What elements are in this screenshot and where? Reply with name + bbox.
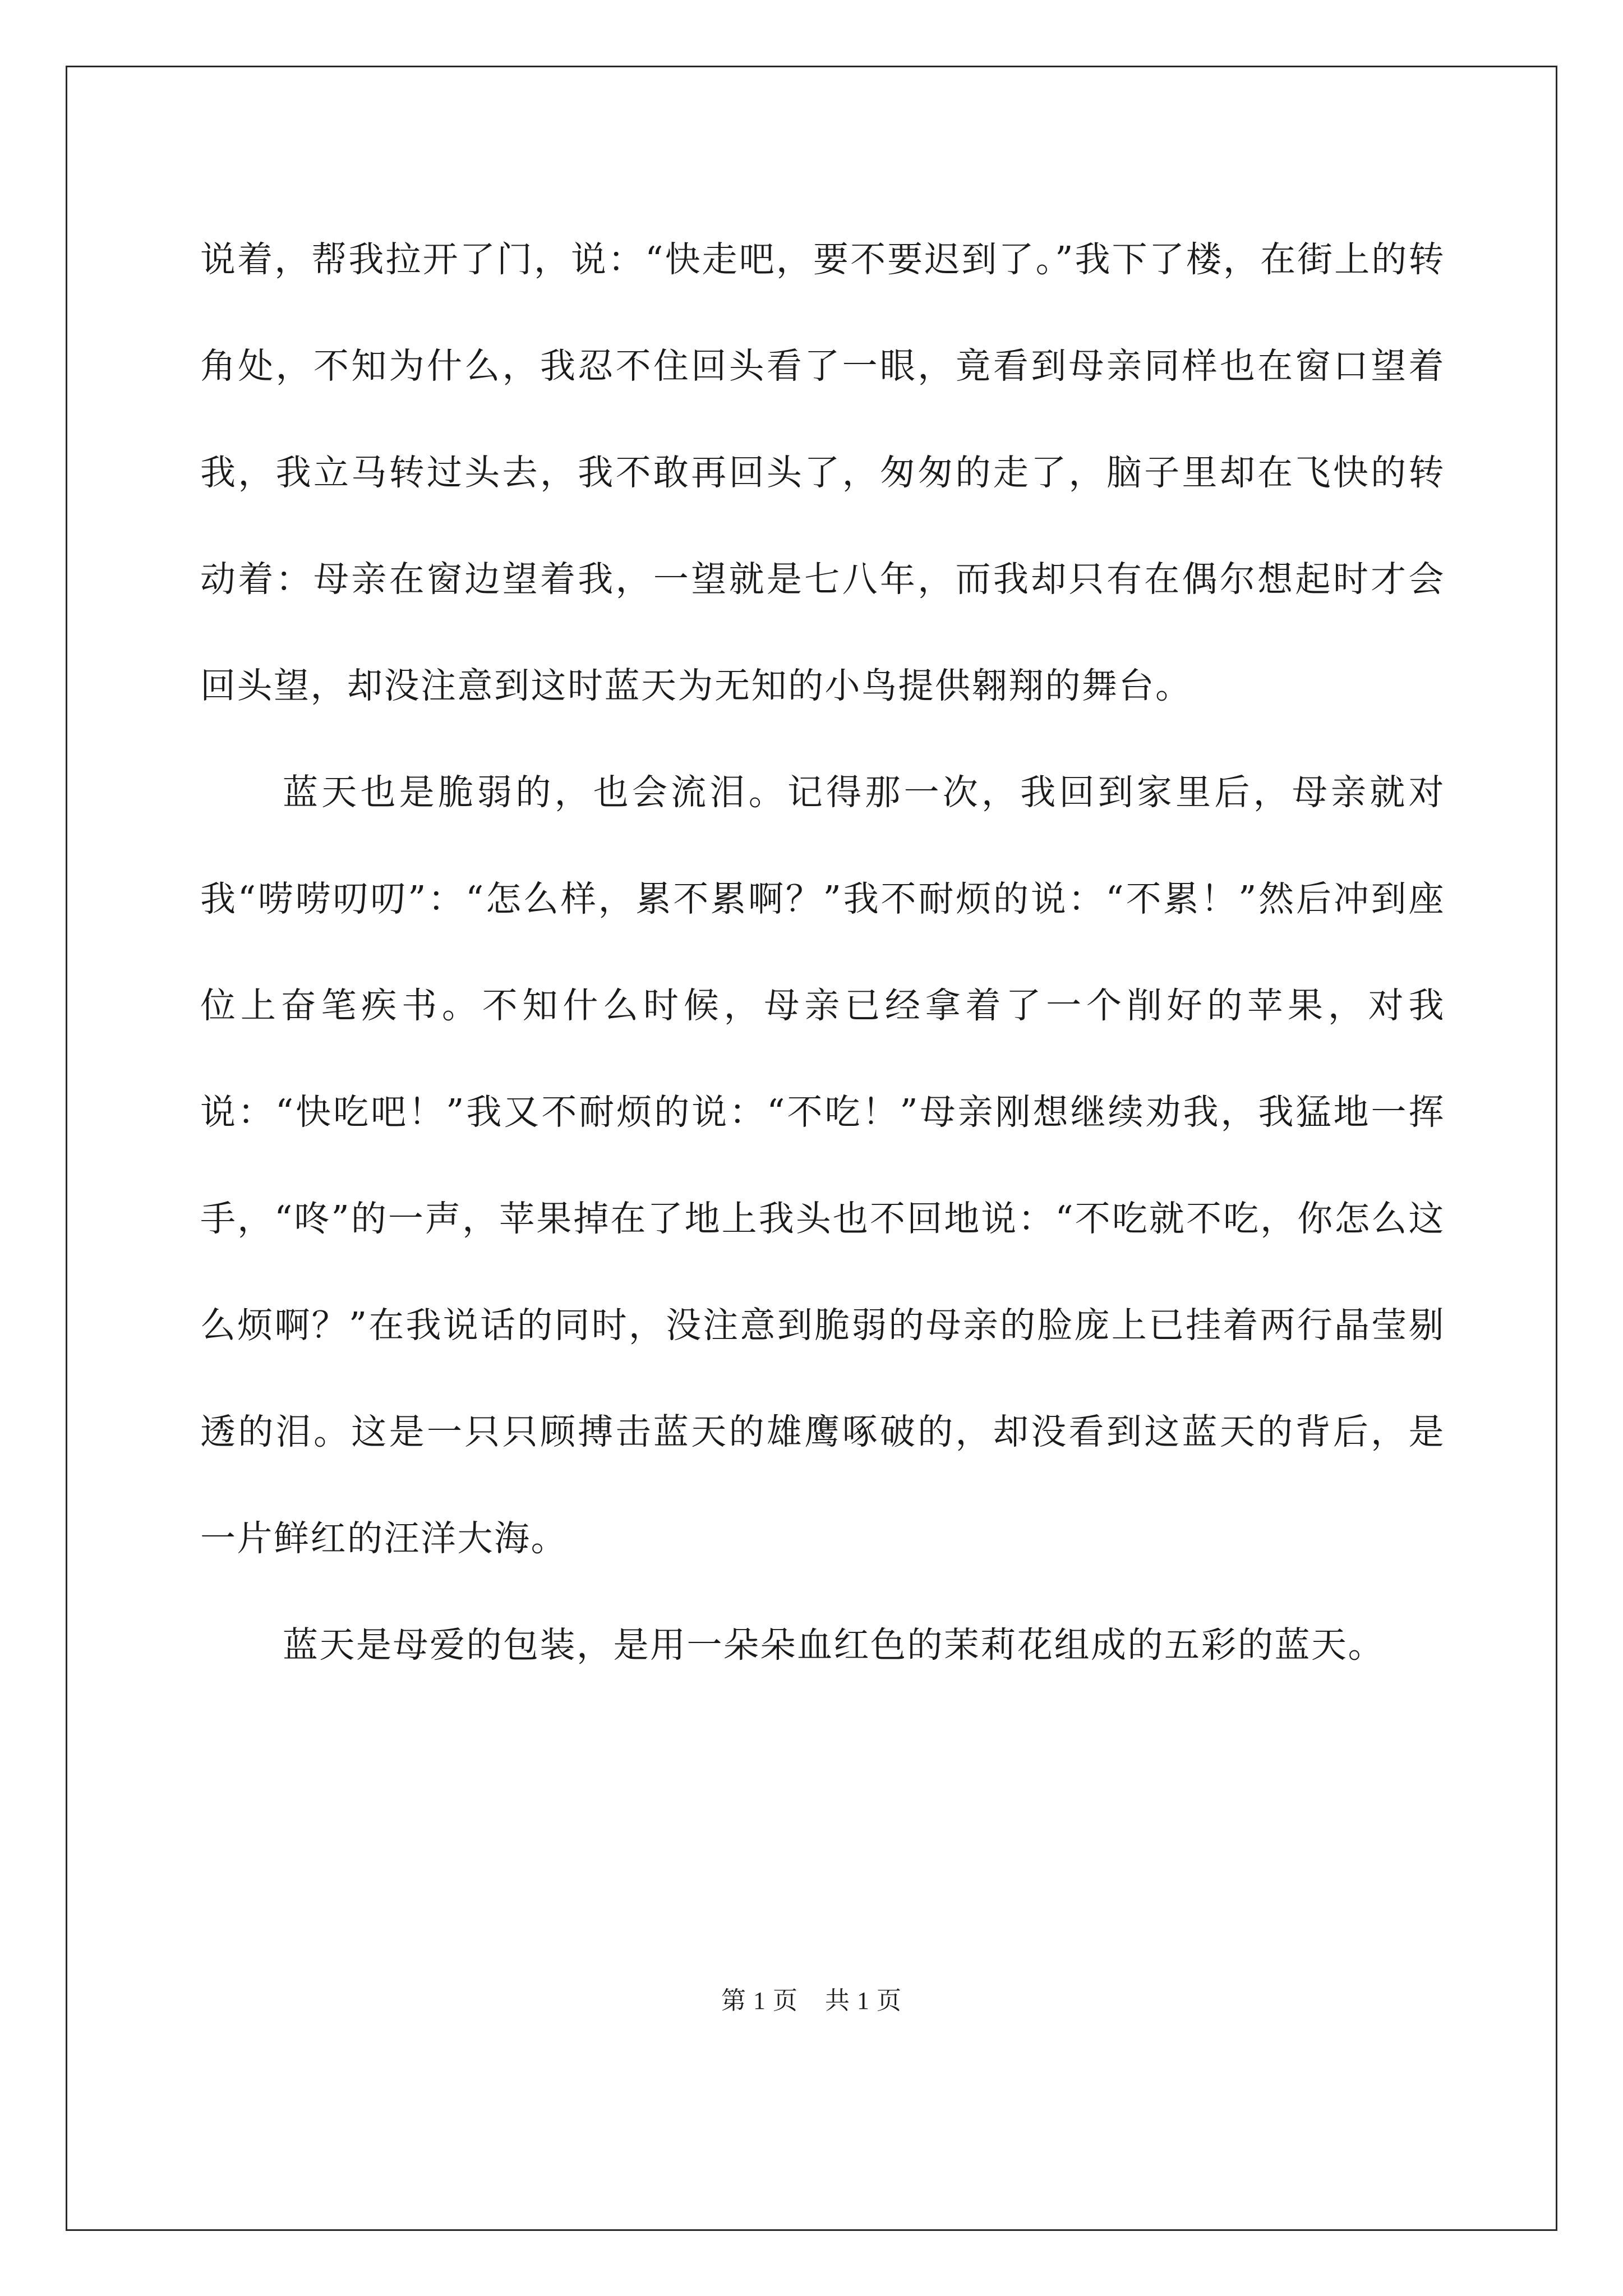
paragraph-3: 蓝天是母爱的包装，是用一朵朵血红色的茉莉花组成的五彩的蓝天。	[283, 1625, 1385, 1665]
page-total: 共 1 页	[825, 1987, 902, 2014]
page-footer	[0, 1980, 1623, 2016]
paragraph-1: 说着，帮我拉开了门，说：“快走吧，要不要迟到了。”我下了楼，在街上的转角处，不知为什么，我忍不住回头看了一眼，竟看到母亲同样也在窗口望着我，我立马转过头去，我不敢再回头了，匆匆的走了，脑子里却在飞快的转动着：母亲在窗边望着我，一望就是七八年，而我却只有在偶尔想起时才会回头望，却没注意到这时蓝天为无知的小鸟提供翱翔的舞台。	[200, 239, 1445, 706]
paragraph-2: 蓝天也是脆弱的，也会流泪。记得那一次，我回到家里后，母亲就对我“唠唠叨叨”：“怎么样，累不累啊？”我不耐烦的说：“不累！”然后冲到座位上奋笔疾书。不知什么时候，母亲已经拿着了一个削好的苹果，对我说：“快吃吧！”我又不耐烦的说：“不吃！”母亲刚想继续劝我，我猛地一挥手，“咚”的一声，苹果掉在了地上我头也不回地说：“不吃就不吃，你怎么这么烦啊？”在我说话的同时，没注意到脆弱的母亲的脸庞上已挂着两行晶莹剔透的泪。这是一只只顾搏击蓝天的雄鹰啄破的，却没看到这蓝天的背后，是一片鲜红的汪洋大海。	[200, 772, 1445, 1559]
document-body	[200, 206, 1445, 1699]
page-number: 第 1 页	[721, 1987, 798, 2014]
